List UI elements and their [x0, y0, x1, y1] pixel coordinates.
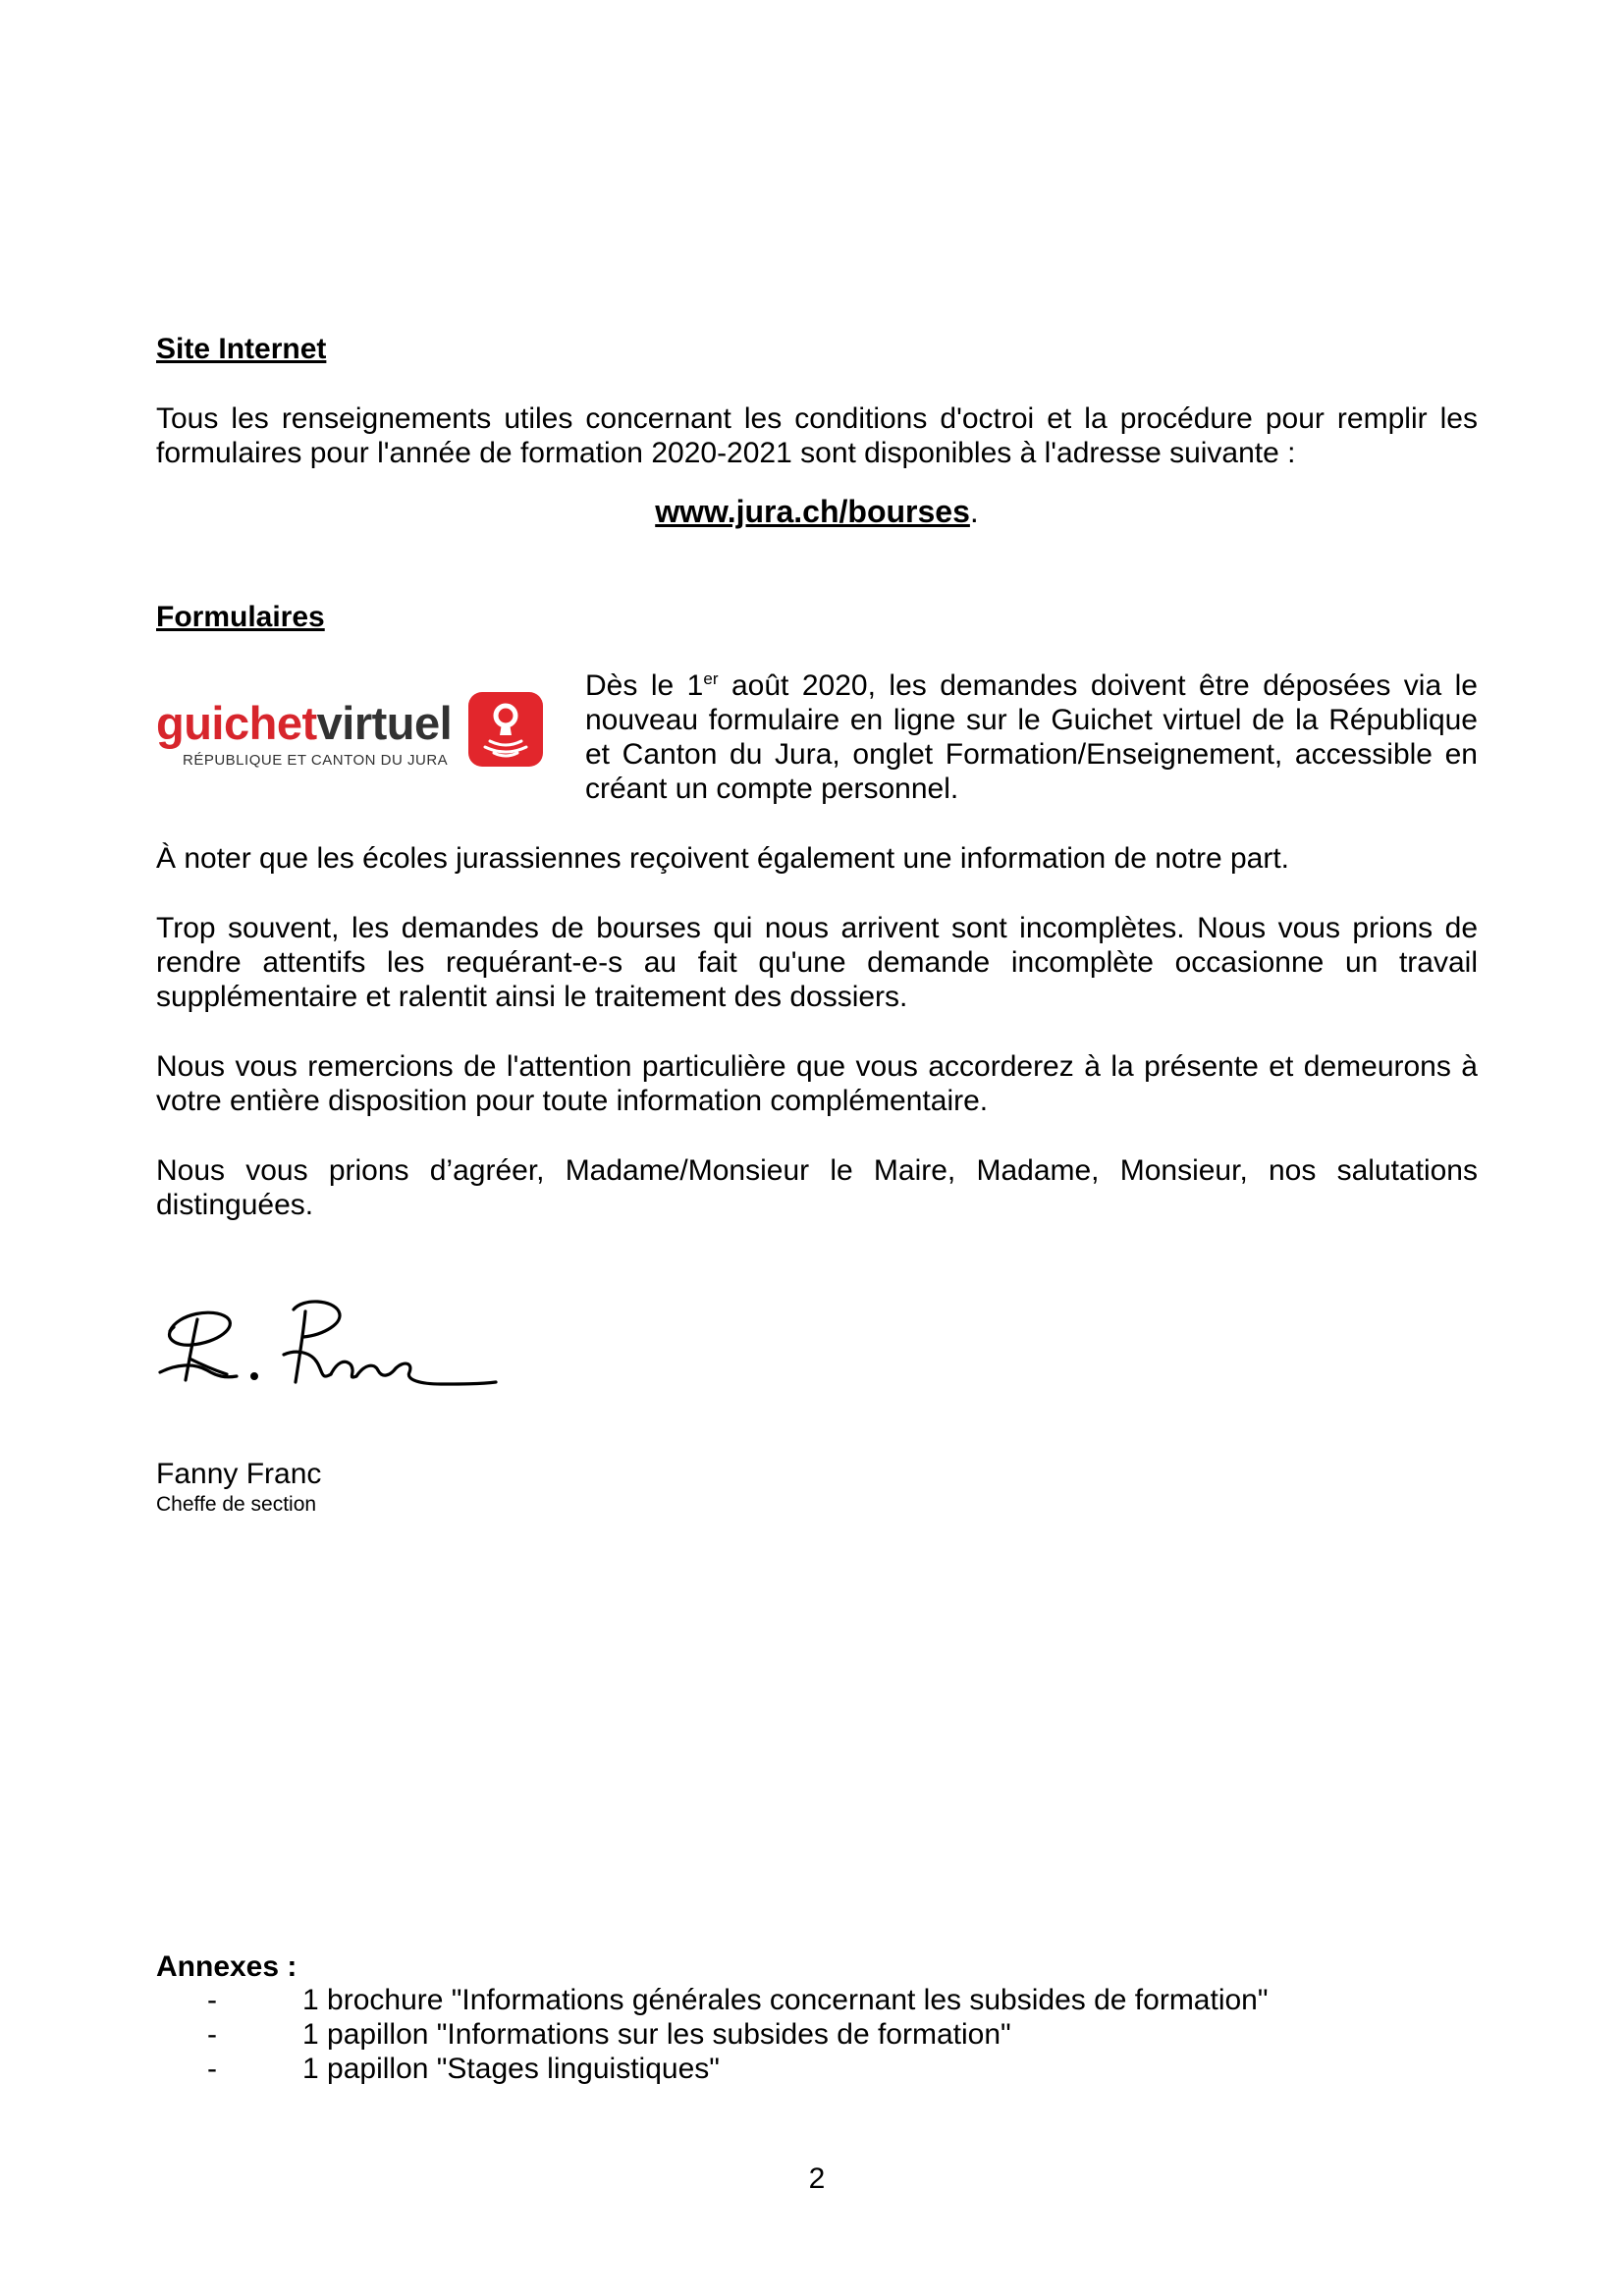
- logo-subline: RÉPUBLIQUE ET CANTON DU JURA: [183, 752, 449, 769]
- url-line: [156, 493, 1478, 530]
- signatory-role: Cheffe de section: [156, 1493, 317, 1516]
- url-period: .: [969, 494, 979, 529]
- annex-item: [156, 1983, 1478, 2017]
- site-internet-paragraph: Tous les renseignements utiles concernant les conditions d'octroi et la procédure pour remplir les formulaires pour l'année de formation 2020-2021 sont disponibles à l'adresse suivante :: [156, 402, 1478, 469]
- paragraph-salutations: Nous vous prions d’agréer, Madame/Monsieur le Maire, Madame, Monsieur, nos salutations distinguées.: [156, 1154, 1478, 1221]
- intro-prefix: Dès le 1: [585, 669, 704, 702]
- logo-word-guichet: guichet: [156, 697, 317, 749]
- page-number: 2: [808, 2163, 826, 2195]
- logo-word-virtuel: virtuel: [316, 697, 453, 749]
- site-internet-heading: Site Internet: [156, 333, 327, 365]
- guichet-virtuel-logo: [156, 687, 549, 775]
- intro-rest: août 2020, les demandes doivent être déposées via le nouveau formulaire en ligne sur le Guichet virtuel de la République et Canton du Jura, onglet Formation/Enseignement, accessible en créant un compte personnel.: [585, 669, 1478, 805]
- logo-wordmark: [156, 699, 452, 748]
- formulaires-heading: Formulaires: [156, 601, 325, 633]
- annex-text: 1 papillon "Informations sur les subsides de formation": [302, 2018, 1011, 2051]
- annexes-list: [156, 1983, 1478, 2086]
- annex-item: [156, 2052, 1478, 2086]
- jura-bourses-link[interactable]: www.jura.ch/bourses: [655, 494, 970, 529]
- annex-item: [156, 2017, 1478, 2052]
- formulaires-intro-paragraph: [585, 668, 1478, 806]
- guichet-badge-icon-graphic: [468, 692, 543, 767]
- annex-dash: -: [207, 2053, 217, 2085]
- paragraph-ecoles: À noter que les écoles jurassiennes reçoivent également une information de notre part.: [156, 842, 1290, 875]
- annex-text: 1 papillon "Stages linguistiques": [302, 2053, 720, 2085]
- signatory-name: Fanny Franc: [156, 1458, 322, 1490]
- annexes-title: Annexes :: [156, 1950, 298, 1983]
- annex-text: 1 brochure "Informations générales concernant les subsides de formation": [302, 1984, 1269, 2016]
- annex-dash: -: [207, 2018, 217, 2051]
- paragraph-demandes-incompletes: Trop souvent, les demandes de bourses qui nous arrivent sont incomplètes. Nous vous prions de rendre attentifs les requérant-e-s au fait qu'une demande incomplète occasionne un travail supplémentaire et ralentit ainsi le traitement des dossiers.: [156, 912, 1478, 1013]
- guichet-badge-icon: [468, 692, 543, 767]
- paragraph-remerciements: Nous vous remercions de l'attention particulière que vous accorderez à la présente et demeurons à votre entière disposition pour toute information complémentaire.: [156, 1050, 1478, 1117]
- handwritten-signature: [156, 1294, 510, 1392]
- annex-dash: -: [207, 1984, 217, 2016]
- letter-page: [156, 0, 1478, 2296]
- intro-superscript: er: [703, 669, 719, 688]
